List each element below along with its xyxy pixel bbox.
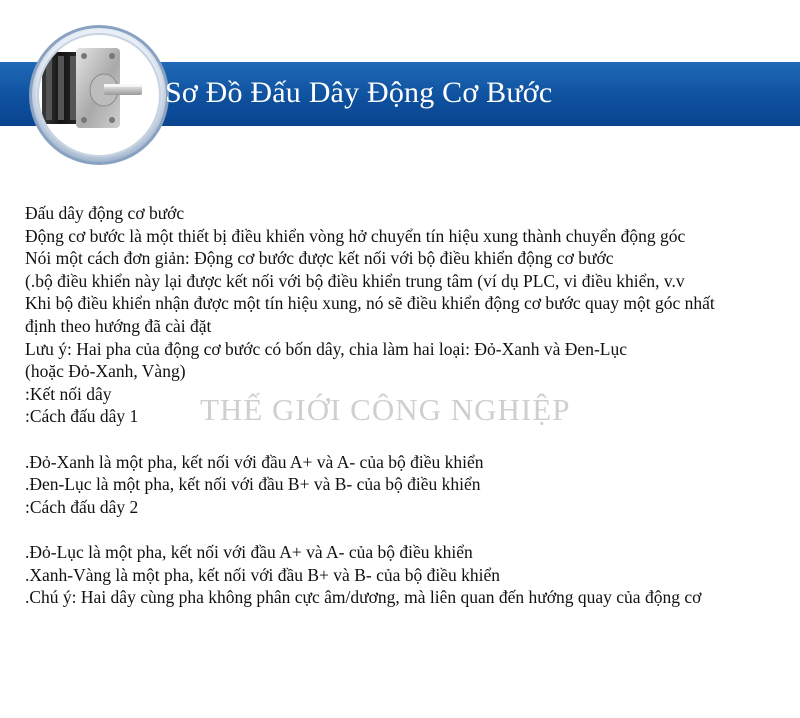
text-line: .Đỏ-Xanh là một pha, kết nối với đầu A+ và A- của bộ điều khiển <box>25 451 484 472</box>
text-line: .Xanh-Vàng là một pha, kết nối với đầu B+ và B- của bộ điều khiển <box>25 564 500 585</box>
text-line: định theo hướng đã cài đặt <box>25 315 212 336</box>
text-line: .Chú ý: Hai dây cùng pha không phân cực âm/dương, mà liên quan đến hướng quay của động cơ <box>25 587 702 608</box>
text-line: Khi bộ điều khiển nhận được một tín hiệu xung, nó sẽ điều khiển động cơ bước quay một góc nhất <box>25 293 715 314</box>
text-line: Động cơ bước là một thiết bị điều khiển vòng hở chuyển tín hiệu xung thành chuyển động góc <box>25 225 686 246</box>
text-line: Nói một cách đơn giản: Động cơ bước được kết nối với bộ điều khiển động cơ bước <box>25 248 614 269</box>
stepper-motor-icon <box>24 20 174 170</box>
text-line: :Kết nối dây <box>25 383 112 404</box>
text-line: :Cách đấu dây 2 <box>25 496 139 517</box>
watermark: THẾ GIỚI CÔNG NGHIỆP <box>200 392 571 427</box>
page-title: Sơ Đồ Đấu Dây Động Cơ Bước <box>165 76 553 109</box>
text-line: :Cách đấu dây 1 <box>25 406 139 427</box>
text-line: (hoặc Đỏ-Xanh, Vàng) <box>25 361 186 382</box>
text-line: Đấu dây động cơ bước <box>25 203 185 223</box>
text-line: Lưu ý: Hai pha của động cơ bước có bốn dây, chia làm hai loại: Đỏ-Xanh và Đen-Lục <box>25 338 627 359</box>
text-line: .Đen-Lục là một pha, kết nối với đầu B+ và B- của bộ điều khiển <box>25 474 481 495</box>
text-line: .Đỏ-Lục là một pha, kết nối với đầu A+ và A- của bộ điều khiển <box>25 541 473 562</box>
text-line: (.bộ điều khiển này lại được kết nối với bộ điều khiển trung tâm (ví dụ PLC, vi điều khiển, v.v <box>25 270 685 291</box>
article-body <box>25 202 795 609</box>
blank-line <box>25 428 795 451</box>
blank-line <box>25 518 795 541</box>
